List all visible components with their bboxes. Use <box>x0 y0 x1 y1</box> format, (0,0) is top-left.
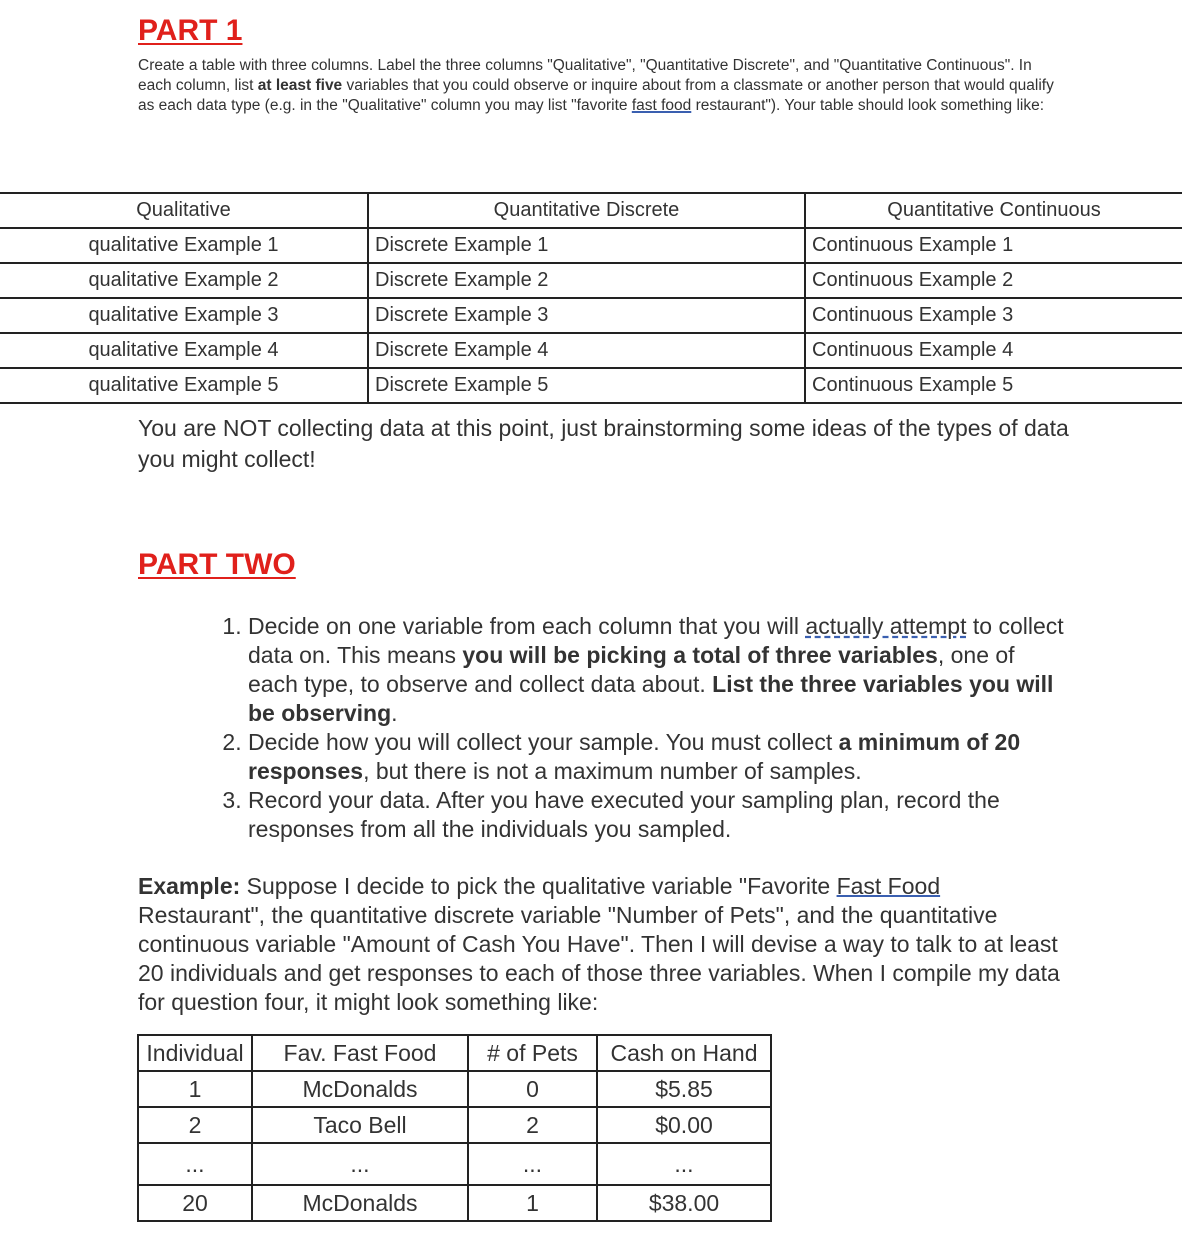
table-cell: Discrete Example 2 <box>368 263 805 298</box>
table-cell: Discrete Example 5 <box>368 368 805 403</box>
table-header-row <box>138 1035 771 1071</box>
header-individual: Individual <box>138 1035 252 1071</box>
table-cell: 1 <box>138 1071 252 1107</box>
table-cell: 0 <box>468 1071 597 1107</box>
table-cell: 20 <box>138 1185 252 1221</box>
table-cell: ... <box>252 1143 468 1185</box>
table-cell: Continuous Example 3 <box>805 298 1182 333</box>
example-variables-table <box>0 192 1182 404</box>
fast-food-link-2[interactable]: Fast Food <box>836 873 941 899</box>
table-row <box>138 1143 771 1185</box>
table-header-row <box>0 193 1182 228</box>
table-cell: McDonalds <box>252 1071 468 1107</box>
part2-steps <box>210 612 1070 844</box>
table-cell: Continuous Example 2 <box>805 263 1182 298</box>
table-cell: McDonalds <box>252 1185 468 1221</box>
table-cell: Discrete Example 4 <box>368 333 805 368</box>
table-cell: Continuous Example 5 <box>805 368 1182 403</box>
table-cell: Discrete Example 3 <box>368 298 805 333</box>
table-cell: qualitative Example 1 <box>88 234 279 256</box>
table-cell: qualitative Example 4 <box>88 339 279 361</box>
table-row <box>0 333 1182 368</box>
table-cell: Continuous Example 1 <box>805 228 1182 263</box>
table-row <box>138 1185 771 1221</box>
table-row <box>138 1107 771 1143</box>
list-item: 2. Decide how you will collect your sample. You must collect a minimum of 20 responses, but there is not a maximum number of samples. <box>248 728 1070 786</box>
header-cash: Cash on Hand <box>597 1035 771 1071</box>
table-cell: 2 <box>468 1107 597 1143</box>
table-cell: qualitative Example 5 <box>88 374 279 396</box>
header-quantitative-discrete: Quantitative Discrete <box>368 193 805 228</box>
header-fav-fast-food: Fav. Fast Food <box>252 1035 468 1071</box>
list-item: 1. Decide on one variable from each column that you will actually attempt to collect data on. This means you will be picking a total of three variables, one of each type, to observe and collect data about. List the three variables you will be observing. <box>248 612 1070 728</box>
table-cell: qualitative Example 3 <box>88 304 279 326</box>
table-row <box>0 263 1182 298</box>
sample-data-table <box>137 1034 772 1222</box>
actually-attempt-text: actually attempt <box>805 613 967 639</box>
fast-food-link[interactable]: fast food <box>631 97 692 114</box>
example-paragraph: Example: Suppose I decide to pick the qualitative variable "Favorite Fast Food Restaurant", the quantitative discrete variable "Number of Pets", and the quantitative continuous variable "Amount of Cash You Have". Then I will devise a way to talk to at least 20 individuals and get responses to each of those three variables. When I compile my data for question four, it might look something like: <box>138 873 1060 1015</box>
table-row <box>0 298 1182 333</box>
part2-title: PART TWO <box>138 548 296 581</box>
table-row <box>0 368 1182 403</box>
table-row <box>138 1071 771 1107</box>
part1-instructions: Create a table with three columns. Label the three columns "Qualitative", "Quantitative Discrete", and "Quantitative Continuous". In each column, list at least five variables that you could observe or inquire about from a classmate or another person that would qualify as each data type (e.g. in the "Qualitative" column you may list "favorite fast food restaurant"). Your table should look something like: <box>138 57 1054 114</box>
table-cell: qualitative Example 2 <box>88 269 279 291</box>
table-cell: 1 <box>468 1185 597 1221</box>
table-cell: $5.85 <box>597 1071 771 1107</box>
brainstorm-note: You are NOT collecting data at this point, just brainstorming some ideas of the types of data you might collect! <box>138 415 1069 472</box>
table-cell: $0.00 <box>597 1107 771 1143</box>
table-row <box>0 228 1182 263</box>
header-pets: # of Pets <box>468 1035 597 1071</box>
table-cell: ... <box>138 1143 252 1185</box>
table-cell: Discrete Example 1 <box>368 228 805 263</box>
list-item: 3. Record your data. After you have executed your sampling plan, record the responses from all the individuals you sampled. <box>248 786 1070 844</box>
table-cell: Continuous Example 4 <box>805 333 1182 368</box>
table-cell: $38.00 <box>597 1185 771 1221</box>
header-qualitative: Qualitative <box>136 199 231 221</box>
table-cell: ... <box>468 1143 597 1185</box>
part1-title: PART 1 <box>138 14 243 47</box>
header-quantitative-continuous: Quantitative Continuous <box>805 193 1182 228</box>
table-cell: ... <box>597 1143 771 1185</box>
table-cell: 2 <box>138 1107 252 1143</box>
table-cell: Taco Bell <box>252 1107 468 1143</box>
